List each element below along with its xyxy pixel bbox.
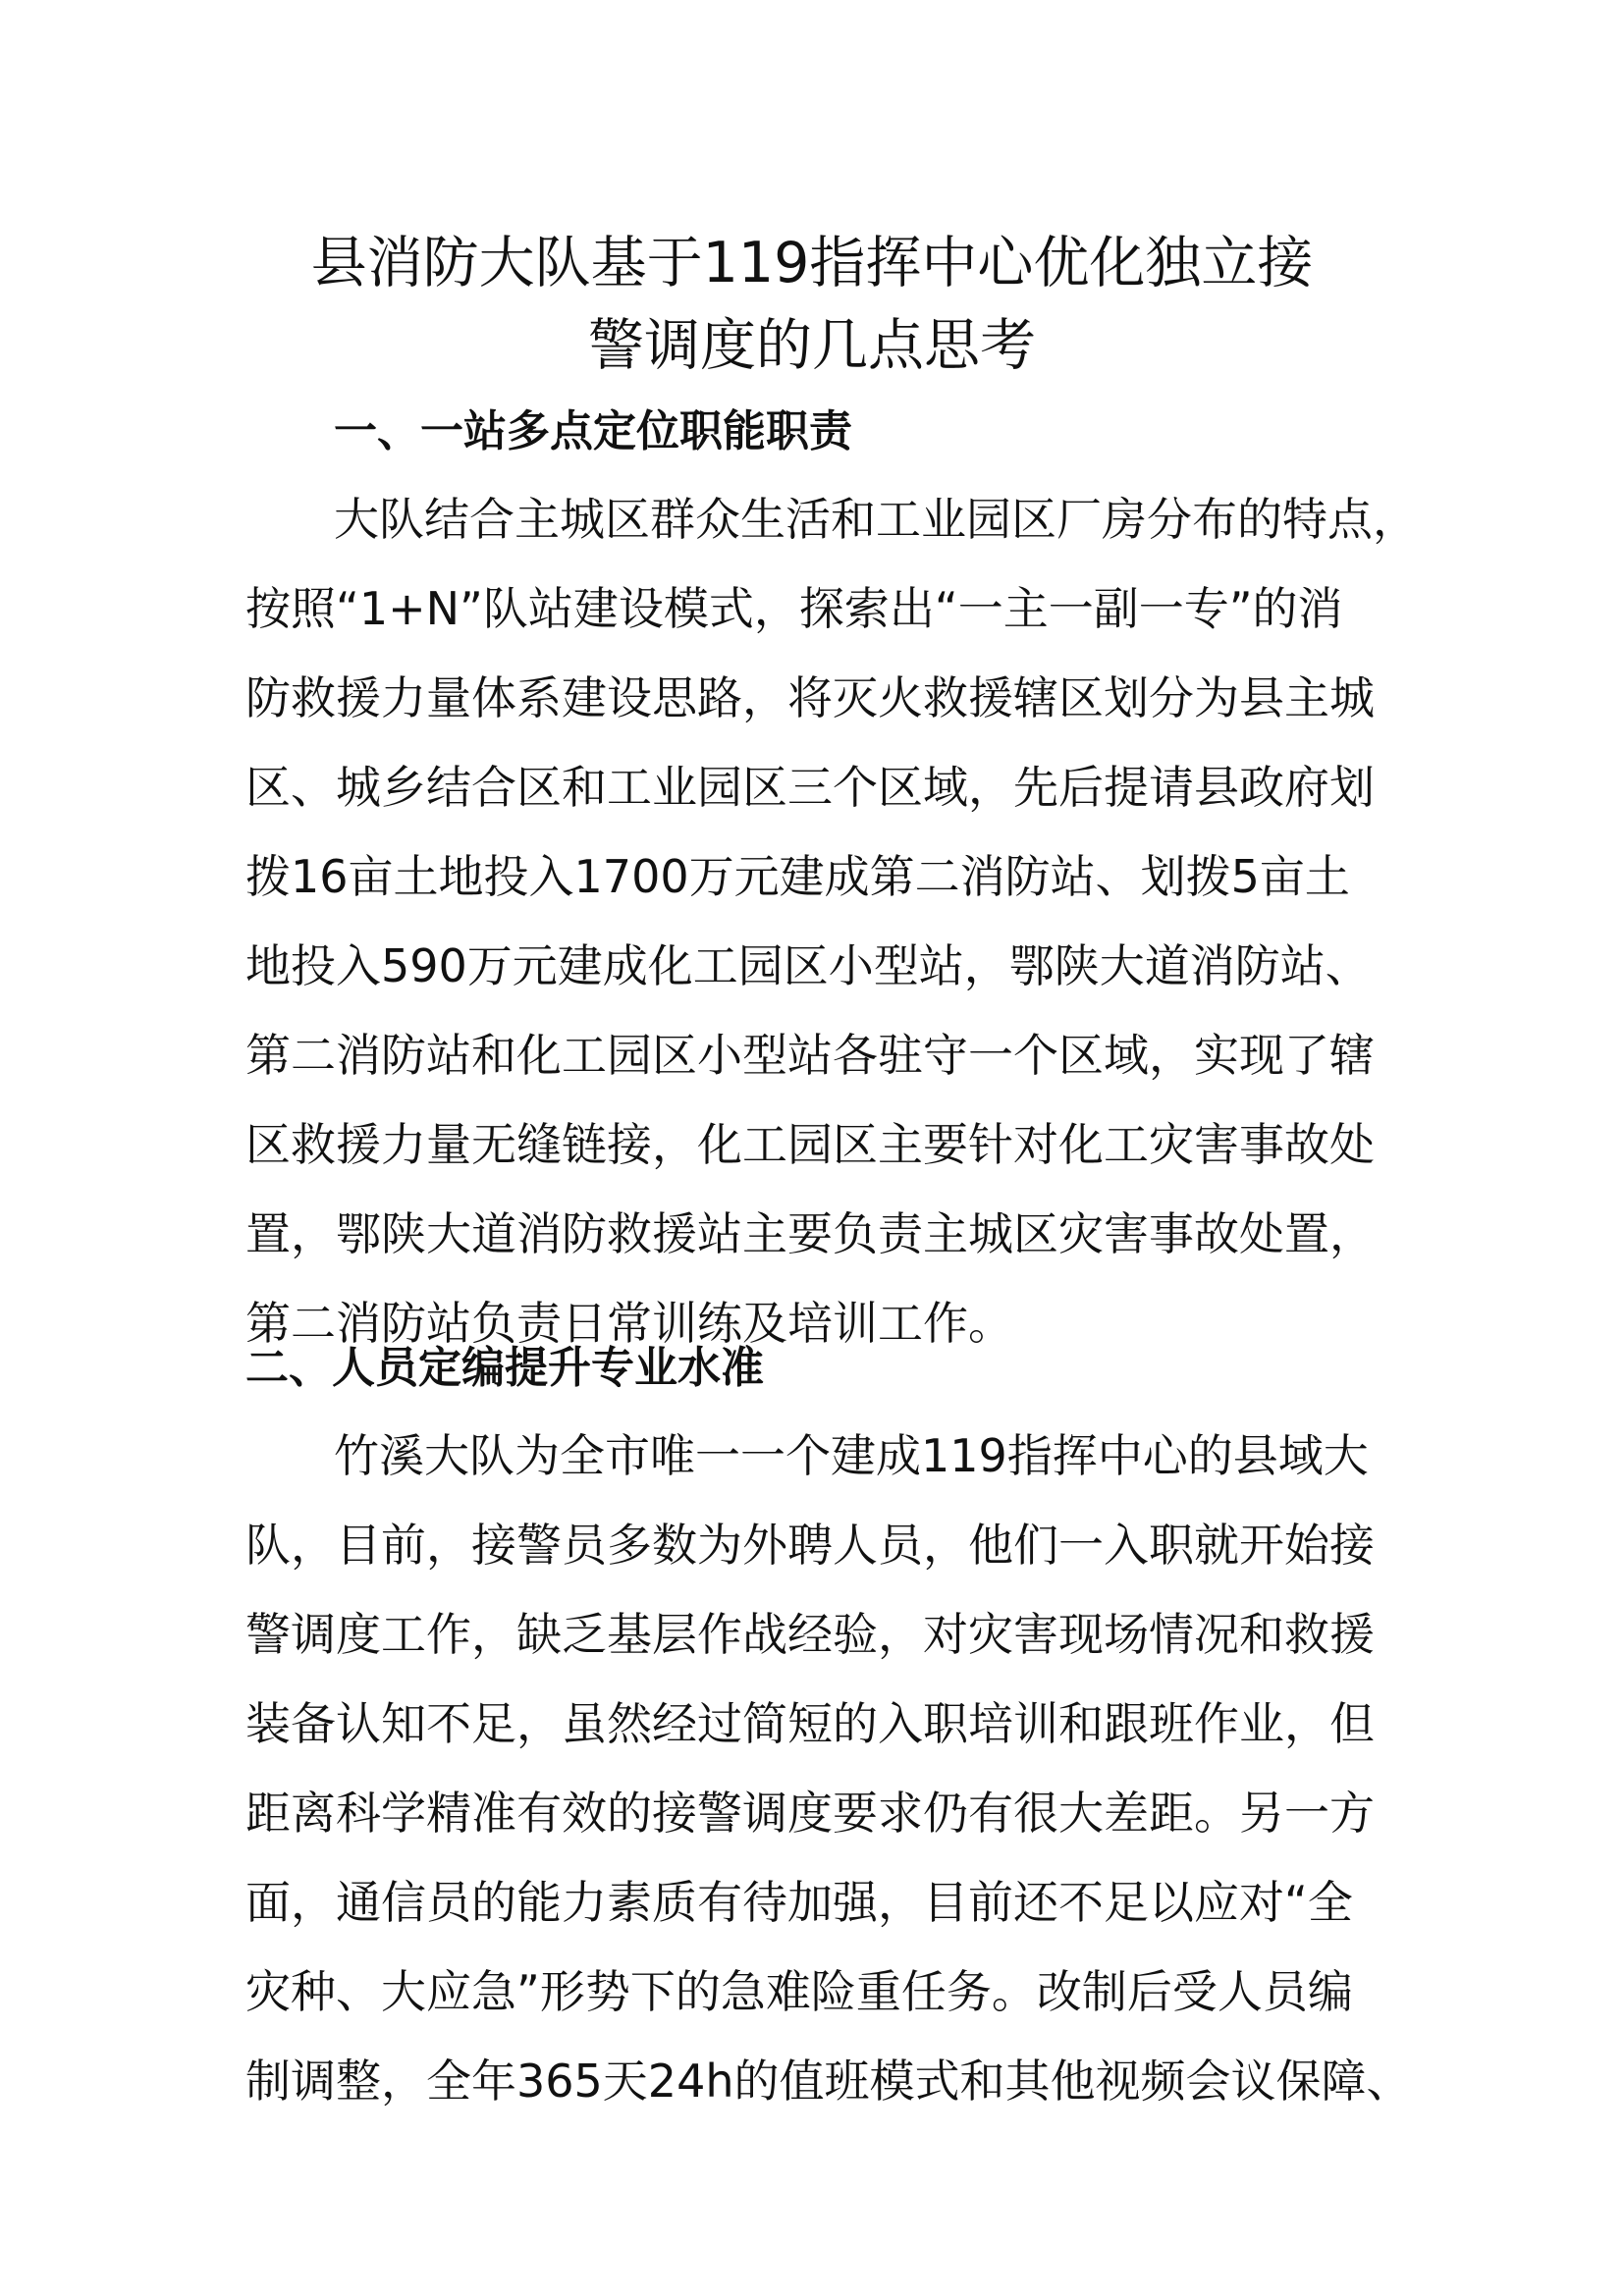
section-2-paragraph xyxy=(245,1412,1412,2126)
paragraph-line: 区救援力量无缝链接，化工园区主要针对化工灾害事故处 xyxy=(245,1118,1375,1171)
paragraph-line: 灾种、大应急”形势下的急难险重任务。改制后受人员编 xyxy=(245,1965,1353,2018)
paragraph-line: 装备认知不足，虽然经过简短的入职培训和跟班作业，但 xyxy=(245,1697,1375,1750)
section-1-paragraph xyxy=(245,475,1418,1368)
paragraph-line: 制调整，全年365天24h的值班模式和其他视频会议保障、 xyxy=(245,2055,1412,2108)
paragraph-line: 拨16亩土地投入1700万元建成第二消防站、划拨5亩土 xyxy=(245,850,1350,903)
paragraph-line: 第二消防站和化工园区小型站各驻守一个区域，实现了辖 xyxy=(245,1029,1375,1082)
paragraph-line: 置，鄂陕大道消防救援站主要负责主城区灾害事故处置， xyxy=(245,1207,1375,1260)
paragraph-line: 地投入590万元建成化工园区小型站，鄂陕大道消防站、 xyxy=(245,939,1371,992)
paragraph-line: 警调度工作，缺乏基层作战经验，对灾害现场情况和救援 xyxy=(245,1608,1375,1661)
paragraph-line: 按照“1+N”队站建设模式，探索出“一主一副一专”的消 xyxy=(245,582,1343,635)
paragraph-line: 距离科学精准有效的接警调度要求仍有很大差距。另一方 xyxy=(245,1787,1375,1840)
paragraph-line: 防救援力量体系建设思路，将灭火救援辖区划分为县主城 xyxy=(245,671,1375,724)
section-heading-2: 二、人员定编提升专业水准 xyxy=(245,1343,764,1393)
document-title-line: 警调度的几点思考 xyxy=(588,313,1036,378)
section-heading-1: 一、一站多点定位职能职责 xyxy=(334,406,852,456)
document-title-line: 县消防大队基于119指挥中心优化独立接 xyxy=(310,231,1314,295)
paragraph-line: 大队结合主城区群众生活和工业园区厂房分布的特点， xyxy=(334,493,1418,546)
paragraph-line: 面，通信员的能力素质有待加强，目前还不足以应对“全 xyxy=(245,1876,1353,1929)
paragraph-line: 队，目前，接警员多数为外聘人员，他们一入职就开始接 xyxy=(245,1519,1375,1572)
document-title xyxy=(196,222,1428,387)
paragraph-line: 第二消防站负责日常训练及培训工作。 xyxy=(245,1297,1013,1350)
paragraph-line: 区、城乡结合区和工业园区三个区域，先后提请县政府划 xyxy=(245,761,1375,814)
paragraph-line: 竹溪大队为全市唯一一个建成119指挥中心的县域大 xyxy=(334,1429,1369,1482)
